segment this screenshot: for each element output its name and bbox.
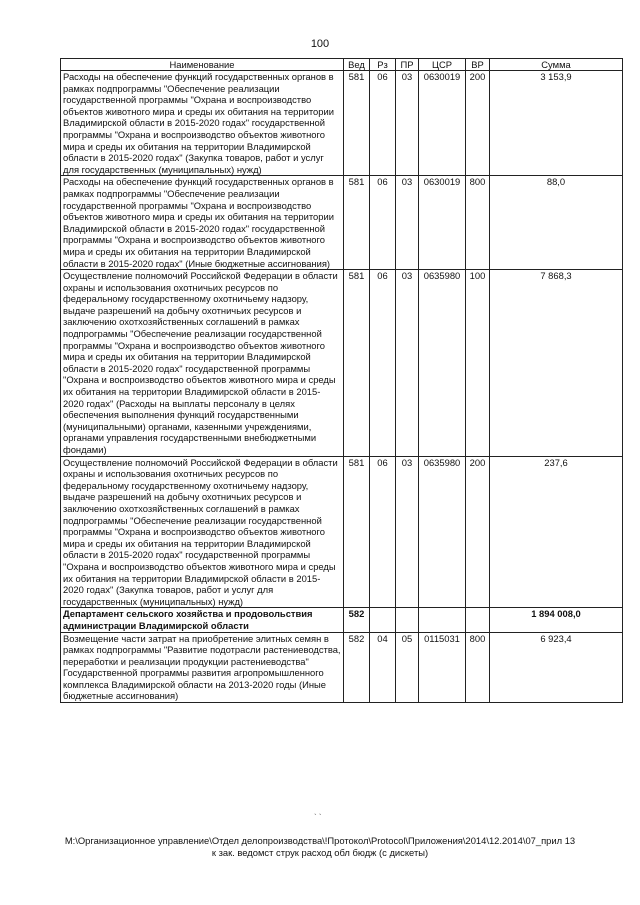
row-ved: 581 (344, 456, 370, 608)
header-rz: Рз (370, 59, 396, 71)
row-csr: 0630019 (419, 71, 466, 176)
row-pr: 03 (396, 270, 419, 457)
row-sum: 3 153,9 (490, 71, 623, 176)
row-vr: 800 (466, 632, 490, 703)
row-rz: 06 (370, 71, 396, 176)
footer-path-line: M:\Организационное управление\Отдел делопроизводства\!Протокол\Protocol\Приложения\2014\12.2014\07_прил 13 (64, 835, 576, 846)
row-name: Расходы на обеспечение функций государственных органов в рамках подпрограммы "Обеспечение реализации государственной программы "Охрана и воспроизводство объектов животного мира и среды их обитания на территории Владимирской области в 2015-2020 годах" государственной программы "Охрана и воспроизводство объектов животного мира и среды их обитания на территории Владимирской области в 2015-2020 годах" (Иные бюджетные ассигнования) (61, 176, 344, 270)
row-name: Департамент сельского хозяйства и продовольствия администрации Владимирской области (61, 608, 344, 632)
header-vr: ВР (466, 59, 490, 71)
header-sum: Сумма (490, 59, 623, 71)
row-rz: 04 (370, 632, 396, 703)
table-row (61, 270, 623, 457)
row-sum: 88,0 (490, 176, 623, 270)
row-ved: 581 (344, 176, 370, 270)
budget-table (60, 58, 623, 703)
file-path-footer (62, 835, 578, 859)
table-row (61, 176, 623, 270)
row-vr: 200 (466, 456, 490, 608)
row-pr (396, 608, 419, 632)
row-name: Осуществление полномочий Российской Федерации в области охраны и использования охотничьих ресурсов по федеральному государственному охотничьему надзору, выдаче разрешений на добычу охотничьих ресурсов и заключению охотхозяйственных соглашений в рамках подпрограммы "Обеспечение реализации государственной программы "Охрана и воспроизводство объектов животного мира и среды их обитания на территории Владимирской области в 2015-2020 годах" государственной программы "Охрана и воспроизводство объектов животного мира и среды их обитания на территории Владимирской области в 2015-2020 годах" (Закупка товаров, работ и услуг для государственных (муниципальных) нужд) (61, 456, 344, 608)
row-sum: 1 894 008,0 (490, 608, 623, 632)
row-csr: 0630019 (419, 176, 466, 270)
row-csr (419, 608, 466, 632)
header-name: Наименование (61, 59, 344, 71)
row-rz: 06 (370, 270, 396, 457)
header-csr: ЦСР (419, 59, 466, 71)
row-pr: 03 (396, 456, 419, 608)
row-ved: 582 (344, 632, 370, 703)
row-sum: 7 868,3 (490, 270, 623, 457)
table-row (61, 456, 623, 608)
row-name: Осуществление полномочий Российской Федерации в области охраны и использования охотничьих ресурсов по федеральному государственному охотничьему надзору, выдаче разрешений на добычу охотничьих ресурсов и заключению охотхозяйственных соглашений в рамках подпрограммы "Обеспечение реализации государственной программы "Охрана и воспроизводство объектов животного мира и среды их обитания на территории Владимирской области в 2015-2020 годах" государственной программы "Охрана и воспроизводство объектов животного мира и среды их обитания на территории Владимирской области в 2015-2020 годах" (Расходы на выплаты персоналу в целях обеспечения выполнения функций государственными (муниципальными) органами, казенными учреждениями, органами управления государственными внебюджетными фондами) (61, 270, 344, 457)
header-pr: ПР (396, 59, 419, 71)
page-number: 100 (310, 38, 330, 50)
table-row (61, 632, 623, 703)
row-csr: 0635980 (419, 456, 466, 608)
row-ved: 581 (344, 270, 370, 457)
row-vr: 200 (466, 71, 490, 176)
table-header-row (61, 59, 623, 71)
header-ved: Вед (344, 59, 370, 71)
row-rz: 06 (370, 456, 396, 608)
row-ved: 581 (344, 71, 370, 176)
scan-mark: ` ` (314, 813, 322, 822)
row-sum: 237,6 (490, 456, 623, 608)
row-name: Возмещение части затрат на приобретение элитных семян в рамках подпрограммы "Развитие подотрасли растениеводства, переработки и реализации продукции растениеводства" Государственной программы развития агропромышленного комплекса Владимирской области на 2013-2020 годы (Иные бюджетные ассигнования) (61, 632, 344, 703)
table-row (61, 71, 623, 176)
row-ved: 582 (344, 608, 370, 632)
row-pr: 05 (396, 632, 419, 703)
row-name: Расходы на обеспечение функций государственных органов в рамках подпрограммы "Обеспечение реализации государственной программы "Охрана и воспроизводство объектов животного мира и среды их обитания на территории Владимирской области в 2015-2020 годах" государственной программы "Охрана и воспроизводство объектов животного мира и среды их обитания на территории Владимирской области в 2015-2020 годах" (Закупка товаров, работ и услуг для государственных (муниципальных) нужд) (61, 71, 344, 176)
row-vr (466, 608, 490, 632)
row-pr: 03 (396, 176, 419, 270)
row-sum: 6 923,4 (490, 632, 623, 703)
footer-description-line: к зак. ведомст струк расход обл бюдж (с дискеты) (211, 847, 429, 858)
row-csr: 0635980 (419, 270, 466, 457)
row-rz: 06 (370, 176, 396, 270)
row-vr: 100 (466, 270, 490, 457)
row-rz (370, 608, 396, 632)
row-pr: 03 (396, 71, 419, 176)
table-row-department (61, 608, 623, 632)
row-csr: 0115031 (419, 632, 466, 703)
row-vr: 800 (466, 176, 490, 270)
